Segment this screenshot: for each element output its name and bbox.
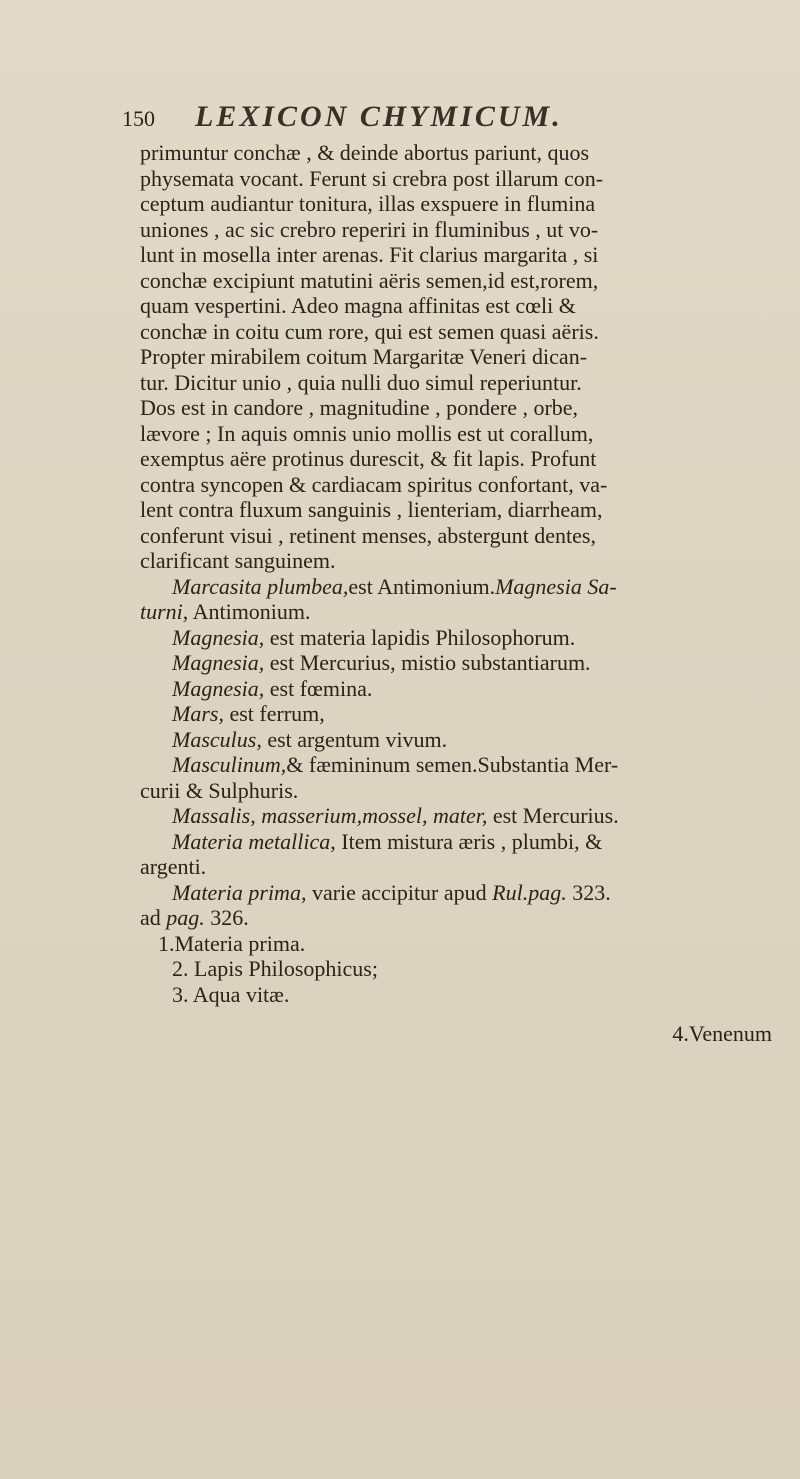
line-text: 326.: [204, 905, 249, 930]
line-text: argenti.: [140, 854, 207, 879]
headword: Marcasita plumbea,: [172, 573, 349, 599]
text-line: [140, 370, 790, 396]
line-text: est ferrum,: [223, 701, 325, 726]
line-text: ad: [140, 905, 167, 930]
line-text: lent contra fluxum sanguinis , lienteriam, diarrheam,: [140, 497, 603, 522]
line-text: , Antimonium.: [182, 599, 311, 624]
line-text: & fæmininum semen.Substantia Mer-: [286, 752, 619, 777]
text-line: [140, 931, 790, 957]
line-text: est Mercurius.: [487, 803, 619, 828]
line-text: est argentum vivum.: [261, 726, 448, 752]
text-line: [140, 650, 790, 676]
line-text: ceptum audiantur tonitura, illas exspuere in flumina: [140, 191, 596, 216]
text-line: [140, 752, 790, 778]
text-line: [140, 523, 790, 549]
line-text: Propter mirabilem coitum Margaritæ Veneri dican-: [140, 344, 588, 369]
line-text: tur. Dicitur unio , quia nulli duo simul reperiuntur.: [140, 369, 582, 395]
text-line: [140, 344, 790, 370]
line-text: quam vespertini. Adeo magna affinitas est cœli &: [140, 293, 576, 318]
text-line: [140, 829, 790, 855]
text-line: [140, 880, 790, 906]
line-text: uniones , ac sic crebro reperiri in fluminibus , ut vo-: [140, 216, 599, 242]
text-line: [140, 625, 790, 651]
text-line: [140, 242, 790, 268]
line-text: est Antimonium.: [348, 573, 496, 599]
headword: turni: [140, 599, 183, 624]
text-line: [140, 395, 790, 421]
text-line: [140, 421, 790, 447]
text-line: [140, 293, 790, 319]
headword: Materia metallica: [172, 828, 331, 854]
headword: Magnesia,: [172, 650, 265, 675]
catchword: 4.Venenum: [672, 1021, 772, 1046]
line-text: lævore ; In aquis omnis unio mollis est ut corallum,: [140, 420, 594, 446]
line-text: curii & Sulphuris.: [140, 777, 299, 803]
text-line: [140, 956, 790, 982]
text-line: [140, 217, 790, 243]
running-title: LEXICON CHYMICUM.: [195, 100, 563, 133]
line-text: , Item mistura æris , plumbi, &: [330, 828, 603, 854]
text-line: [140, 446, 790, 472]
line-text: est Mercurius, mistio substantiarum.: [264, 650, 591, 675]
text-line: [140, 727, 790, 753]
line-text: clarificant sanguinem.: [140, 548, 336, 573]
text-line: [140, 676, 790, 702]
headword: Magnesia Sa-: [495, 573, 617, 599]
line-text: 1.Materia prima.: [158, 930, 306, 956]
line-text: physemata vocant. Ferunt si crebra post illarum con-: [140, 165, 604, 191]
headword: Magnesia,: [172, 624, 265, 650]
line-text: Dos est in candore , magnitudine , pondere , orbe,: [140, 395, 579, 420]
line-text: conchæ excipiunt matutini aëris semen,id est,rorem,: [140, 267, 599, 293]
text-line: [140, 599, 790, 625]
line-text: est materia lapidis Philosophorum.: [264, 624, 576, 650]
text-line: [140, 982, 790, 1008]
text-line: [140, 166, 790, 192]
text-line: [140, 191, 790, 217]
line-text: varie accipitur apud: [306, 879, 493, 905]
body-text: [140, 140, 790, 1047]
headword: Materia prima,: [172, 879, 307, 905]
headword: Masculinum,: [172, 752, 287, 777]
line-text: conchæ in coitu cum rore, qui est semen quasi aëris.: [140, 318, 599, 344]
text-line: [140, 574, 790, 600]
line-text: primuntur conchæ , & deinde abortus pariunt, quos: [140, 140, 590, 165]
line-text: exemptus aëre protinus durescit, & fit lapis. Profunt: [140, 446, 597, 471]
line-text: 3. Aqua vitæ.: [172, 981, 290, 1007]
line-text: 2. Lapis Philosophicus;: [172, 956, 378, 981]
line-text: est fœmina.: [264, 675, 373, 701]
text-line: [140, 701, 790, 727]
text-line: [140, 319, 790, 345]
line-text: conferunt visui , retinent menses, abstergunt dentes,: [140, 522, 596, 548]
text-line: [140, 803, 790, 829]
text-line: [140, 854, 790, 880]
headword: Massalis, masserium,mossel, mater,: [172, 803, 488, 828]
line-text: lunt in mosella inter arenas. Fit clarius margarita , si: [140, 242, 599, 267]
headword: Rul.pag.: [492, 879, 567, 905]
headword: Masculus,: [172, 726, 262, 752]
text-line: [140, 497, 790, 523]
text-line: [140, 548, 790, 574]
text-line: [140, 472, 790, 498]
headword: Magnesia,: [172, 675, 265, 701]
line-text: 323.: [566, 879, 611, 905]
line-text: contra syncopen & cardiacam spiritus confortant, va-: [140, 471, 608, 497]
text-line: [140, 778, 790, 804]
page-number: 150: [122, 106, 155, 131]
text-line: [140, 140, 790, 166]
headword: Mars,: [172, 701, 224, 726]
headword: pag.: [166, 905, 205, 930]
text-line: [140, 268, 790, 294]
page-header: [122, 100, 760, 140]
text-line: [140, 905, 790, 931]
